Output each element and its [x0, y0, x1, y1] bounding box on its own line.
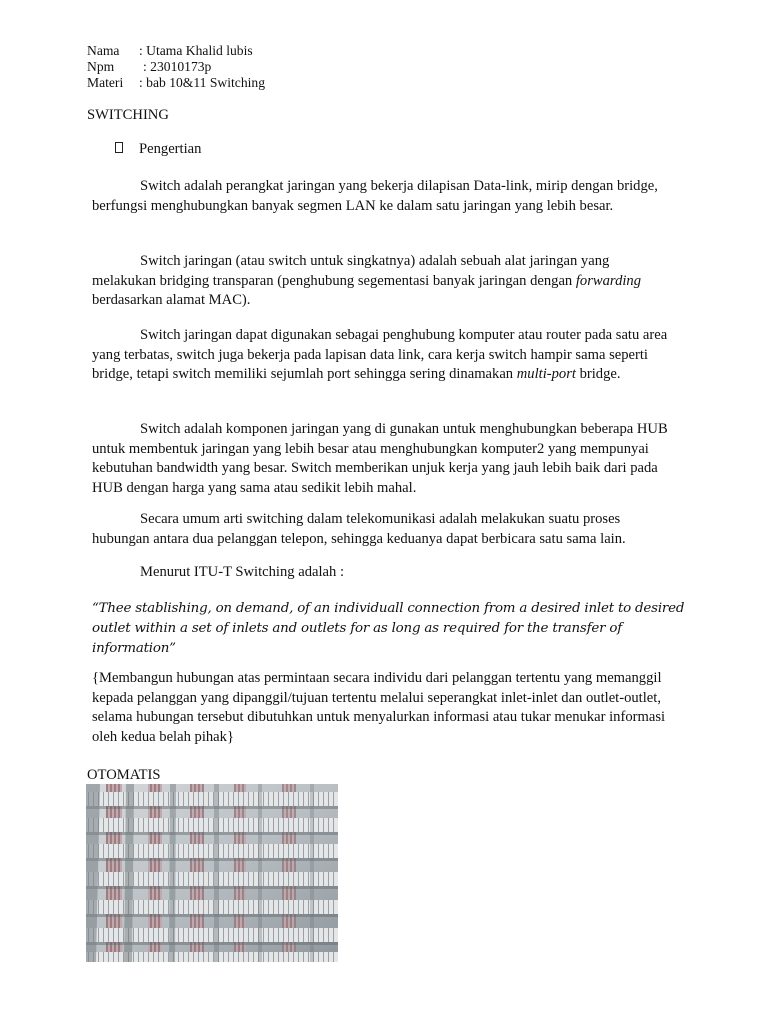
- paragraph-3-text-a: Switch jaringan dapat digunakan sebagai penghubung komputer atau router pada satu area yang terbatas, switch juga bekerja pada lapisan data link, cara kerja switch hampir sama seperti bridge, tetapi switch memiliki sejumlah port sehingga sering dinamakan: [92, 327, 668, 383]
- paragraph-2: [92, 252, 672, 311]
- exchange-frames-illustration: [86, 784, 338, 962]
- quote-translation: {Membangun hubungan atas permintaan secara individu dari pelanggan tertentu yang memanggil kepada pelanggan yang dipanggil/tujuan tertentu melalui seperangkat inlet-inlet dan outlet-outlet, selama hubungan tersebut dibutuhkan untuk menyalurkan informasi atau tukar menukar informasi oleh kedua belah pihak}: [92, 670, 666, 745]
- materi-value: : bab 10&11 Switching: [139, 75, 265, 90]
- npm-value: : 23010173p: [143, 59, 212, 74]
- paragraph-6: Menurut ITU-T Switching adalah :: [140, 564, 344, 580]
- paragraph-2-text-b: berdasarkan alamat MAC).: [92, 292, 251, 309]
- bullet-label-pengertian: Pengertian: [139, 141, 202, 157]
- nama-label: Nama: [87, 43, 120, 58]
- header-npm-row: [87, 59, 211, 75]
- header-materi-row: [87, 75, 265, 91]
- header-nama-row: [87, 43, 253, 59]
- paragraph-3: [92, 326, 672, 385]
- section-title: SWITCHING: [87, 107, 169, 123]
- nama-value: : Utama Khalid lubis: [139, 43, 253, 58]
- paragraph-5: Secara umum arti switching dalam telekomunikasi adalah melakukan suatu proses hubungan antara dua pelanggan telepon, sehingga keduanya dapat berbicara satu sama lain.: [92, 511, 626, 547]
- itu-t-quote: “Thee stablishing, on demand, of an individuall connection from a desired inlet to desired outlet within a set of inlets and outlets for as long as required for the transfer of information”: [92, 601, 685, 656]
- otomatis-title: OTOMATIS: [87, 767, 161, 783]
- paragraph-2-text-a: Switch jaringan (atau switch untuk singkatnya) adalah sebuah alat jaringan yang melakukan bridging transparan (penghubung segementasi banyak jaringan dengan: [92, 253, 610, 289]
- paragraph-4: Switch adalah komponen jaringan yang di gunakan untuk menghubungkan beberapa HUB untuk membentuk jaringan yang lebih besar atau menghubungkan komputer2 yang mempunyai kebutuhan bandwidth yang besar. Switch memberikan unjuk kerja yang jauh lebih baik dari pada HUB dengan harga yang sama atau sedikit lebih mahal.: [92, 421, 668, 496]
- telephone-exchange-photo: [86, 784, 338, 962]
- paragraph-3-text-b: bridge.: [575, 366, 621, 383]
- materi-label: Materi: [87, 75, 124, 90]
- paragraph-3-emphasis: multi-port: [516, 366, 576, 383]
- paragraph-2-emphasis: forwarding: [575, 272, 642, 289]
- square-bullet-icon: [115, 142, 123, 153]
- npm-label: Npm: [87, 59, 115, 74]
- paragraph-1: Switch adalah perangkat jaringan yang bekerja dilapisan Data-link, mirip dengan bridge, berfungsi menghubungkan banyak segmen LAN ke dalam satu jaringan yang lebih besar.: [92, 178, 658, 214]
